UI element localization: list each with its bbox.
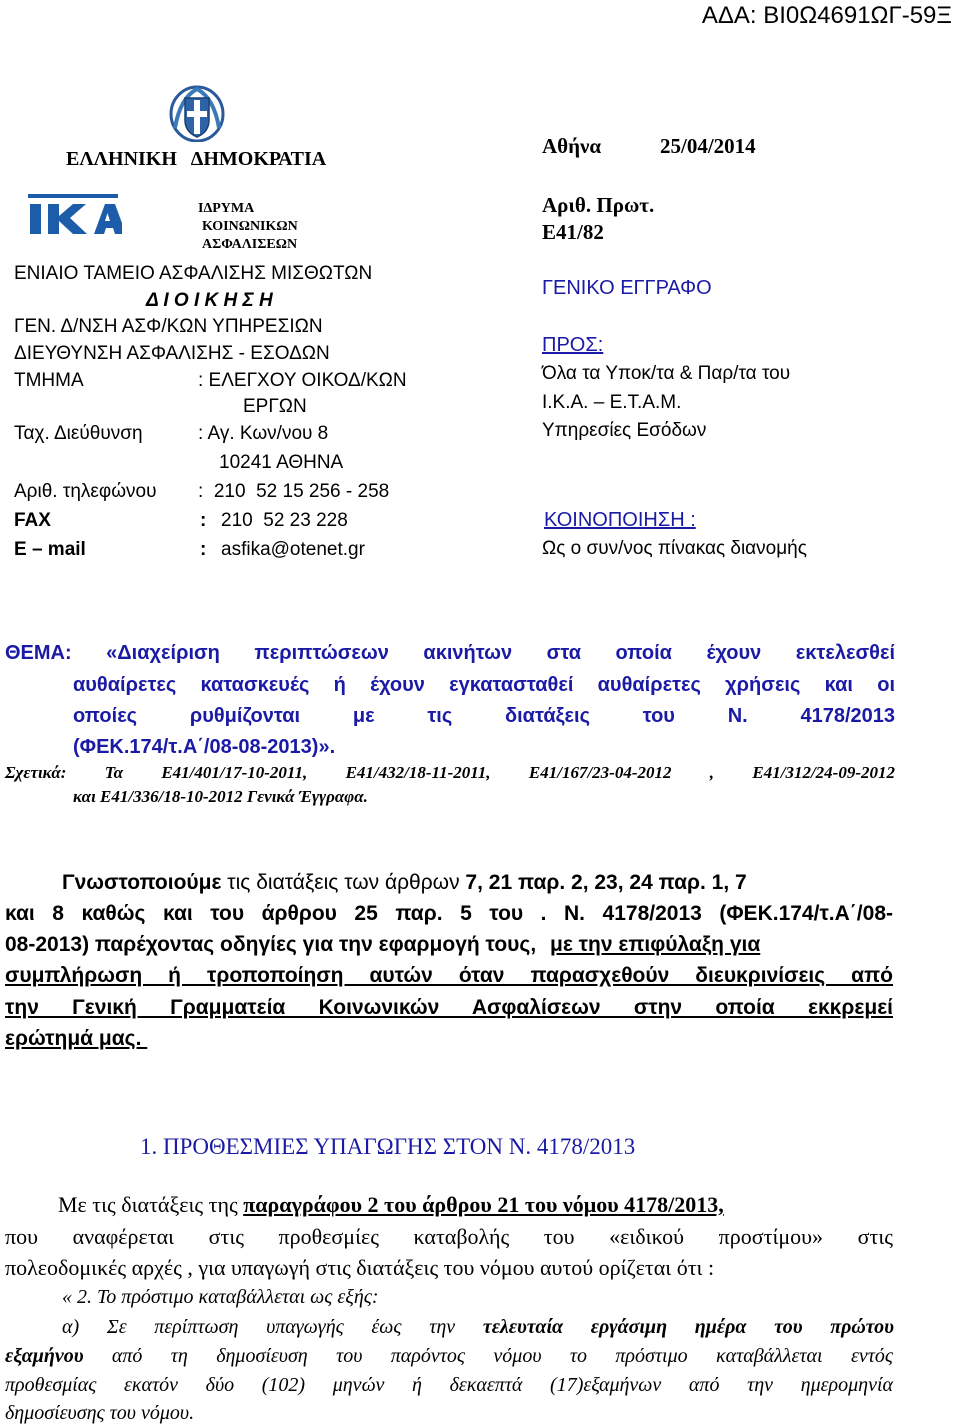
intro-lead: Γνωστοποιούμε bbox=[62, 871, 222, 894]
quote-line-3-a: εξαμήνου bbox=[5, 1345, 84, 1367]
para1-line-3: πολεοδομικές αρχές , για υπαγωγή στις διατάξεις του νόμου αυτού ορίζεται ότι : bbox=[5, 1255, 715, 1280]
recipient-1: Όλα τα Υποκ/τα & Παρ/τα του bbox=[542, 363, 791, 384]
intro-line-3-b: με την επιφύλαξη για bbox=[550, 933, 761, 956]
recipient-2: Ι.Κ.Α. – Ε.Τ.Α.Μ. bbox=[542, 392, 682, 413]
subject-line-3: οποίες ρυθμίζονται με τις διατάξεις του Ν. 4178/2013 bbox=[73, 705, 895, 727]
address-value: : Αγ. Κων/νου 8 bbox=[198, 423, 329, 444]
para1-line-1 bbox=[58, 1192, 898, 1218]
quote-line-3 bbox=[5, 1345, 893, 1368]
cc-text: Ως ο συν/νος πίνακας διανομής bbox=[542, 538, 807, 559]
fax-label: FAX bbox=[14, 510, 51, 531]
subject-line-2: αυθαίρετες κατασκευές ή έχουν εγκατασταθεί αυθαίρετες χρήσεις και οι bbox=[73, 674, 895, 696]
recipient-3: Υπηρεσίες Εσόδων bbox=[542, 420, 707, 441]
division: ΔΙΕΥΘΥΝΣΗ ΑΣΦΑΛΙΣΗΣ - ΕΣΟΔΩΝ bbox=[14, 343, 330, 364]
subject-line-4: (ΦΕΚ.174/τ.Α΄/08-08-2013)». bbox=[73, 736, 336, 758]
ika-name-line-1: ΙΔΡΥΜΑ bbox=[198, 201, 255, 216]
quote-line-2-a: α) Σε περίπτωση υπαγωγής έως την bbox=[62, 1316, 483, 1338]
dept-value: : ΕΛΕΓΧΟΥ ΟΙΚΟΔ/ΚΩΝ bbox=[198, 370, 407, 391]
address-label: Ταχ. Διεύθυνση bbox=[14, 423, 143, 444]
quote-line-5: δημοσίευσης του νόμου. bbox=[5, 1402, 195, 1424]
intro-line-6: ερώτημά μας. bbox=[5, 1027, 148, 1050]
greek-emblem-icon bbox=[168, 84, 226, 142]
dept-value-cont: ΕΡΓΩΝ bbox=[243, 396, 307, 417]
para1-text: Με τις διατάξεις της bbox=[58, 1192, 244, 1217]
cc-label: ΚΟΙΝΟΠΟΙΗΣΗ : bbox=[544, 509, 696, 531]
fund-name: ΕΝΙΑΙΟ ΤΑΜΕΙΟ ΑΣΦΑΛΙΣΗΣ ΜΙΣΘΩΤΩΝ bbox=[14, 263, 373, 284]
ika-name-line-2: ΚΟΙΝΩΝΙΚΩΝ bbox=[202, 219, 298, 234]
intro-line-3-a: 08-2013) παρέχοντας οδηγίες για την εφαρμογή τους, bbox=[5, 933, 542, 956]
document-type: ΓΕΝΙΚΟ ΕΓΓΡΑΦΟ bbox=[542, 277, 712, 299]
para1-reference: παραγράφου 2 του άρθρου 21 του νόμου 4178/2013, bbox=[243, 1192, 724, 1217]
gen-directorate: ΓΕΝ. Δ/ΝΣΗ ΑΣΦ/ΚΩΝ ΥΠΗΡΕΣΙΩΝ bbox=[14, 316, 323, 337]
subject-line-1: ΘΕΜΑ: «Διαχείριση περιπτώσεων ακινήτων στα οποία έχουν εκτελεσθεί bbox=[5, 642, 895, 664]
quote-line-2-b: τελευταία εργάσιμη ημέρα του πρώτου bbox=[482, 1316, 894, 1338]
protocol-number: Ε41/82 bbox=[542, 220, 604, 244]
intro-text: τις διατάξεις των άρθρων bbox=[221, 871, 466, 894]
place: Αθήνα bbox=[542, 134, 602, 158]
intro-line-3 bbox=[5, 933, 893, 957]
ika-logo-icon bbox=[26, 190, 122, 238]
fax-value: 210 52 23 228 bbox=[221, 510, 348, 531]
intro-line-1 bbox=[62, 871, 894, 895]
para1-line-2: που αναφέρεται στις προθεσμίες καταβολής του «ειδικού προστίμου» στις bbox=[5, 1224, 893, 1249]
date: 25/04/2014 bbox=[660, 134, 756, 158]
protocol-label: Αριθ. Πρωτ. bbox=[542, 193, 655, 217]
quote-line-3-b: από τη δημοσίευση του παρόντος νόμου το πρόστιμο καταβάλλεται εντός bbox=[83, 1345, 893, 1367]
quote-line-1: « 2. Το πρόστιμο καταβάλλεται ως εξής: bbox=[62, 1286, 379, 1308]
phone-value: : 210 52 15 256 - 258 bbox=[198, 481, 390, 502]
email-label: E – mail bbox=[14, 539, 86, 560]
email-colon: : bbox=[200, 539, 207, 560]
intro-line-5: την Γενική Γραμματεία Κοινωνικών Ασφαλίσεων στην οποία εκκρεμεί bbox=[5, 996, 893, 1019]
quote-line-4: προθεσμίας εκατόν δύο (102) μηνών ή δεκαεπτά (17)εξαμήνων από την ημερομηνία bbox=[5, 1374, 893, 1396]
intro-articles: 7, 21 παρ. 2, 23, 24 παρ. 1, 7 bbox=[465, 871, 747, 894]
address-city: 10241 ΑΘΗΝΑ bbox=[219, 452, 344, 473]
directorate-name: Δ Ι Ο Ι Κ Η Σ Η bbox=[146, 290, 273, 311]
ada-code: ΑΔΑ: ΒΙ0Ω4691ΩΓ-59Ξ bbox=[701, 2, 952, 29]
recipients-label: ΠΡΟΣ: bbox=[542, 334, 604, 356]
phone-label: Αριθ. τηλεφώνου bbox=[14, 481, 157, 502]
fax-colon: : bbox=[200, 510, 207, 531]
ika-name-line-3: ΑΣΦΑΛΙΣΕΩΝ bbox=[202, 237, 298, 252]
section-1-title: 1. ΠΡΟΘΕΣΜΙΕΣ ΥΠΑΓΩΓΗΣ ΣΤΟΝ Ν. 4178/2013 bbox=[140, 1134, 636, 1159]
dept-label: ΤΜΗΜΑ bbox=[14, 370, 84, 391]
related-line-2: και Ε41/336/18-10-2012 Γενικά Έγγραφα. bbox=[73, 787, 368, 806]
quote-line-2 bbox=[62, 1316, 894, 1339]
email-value[interactable]: asfika@otenet.gr bbox=[221, 539, 365, 560]
intro-line-2: και 8 καθώς και του άρθρου 25 παρ. 5 του . Ν. 4178/2013 (ΦΕΚ.174/τ.Α΄/08- bbox=[5, 902, 893, 925]
republic-title: ΕΛΛΗΝΙΚΗ ΔΗΜΟΚΡΑΤΙΑ bbox=[66, 148, 327, 170]
intro-line-4: συμπλήρωση ή τροποποίηση αυτών όταν παρασχεθούν διευκρινίσεις από bbox=[5, 964, 893, 987]
related-line-1: Σχετικά: Τα Ε41/401/17-10-2011, Ε41/432/18-11-2011, Ε41/167/23-04-2012 , Ε41/312/24-09-2012 bbox=[5, 763, 895, 782]
